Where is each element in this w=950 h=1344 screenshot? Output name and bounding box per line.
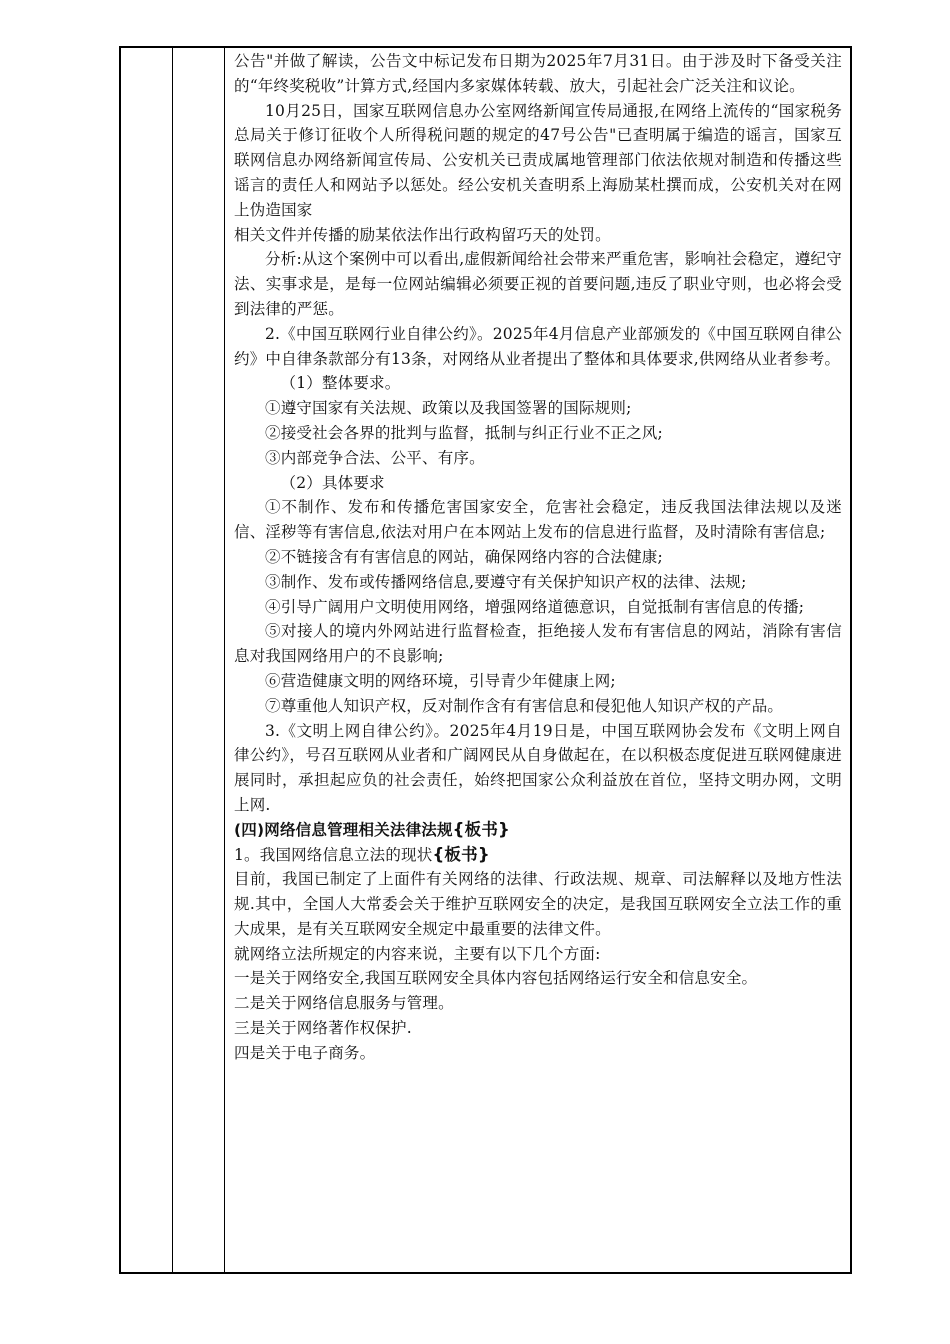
- paragraph: 2.《中国互联网行业自律公约》。2025年4月信息产业部颁发的《中国互联网自律公约》中自律条款部分有13条，对网络从业者提出了整体和具体要求,供网络从业者参考。: [234, 324, 842, 368]
- paragraph: 公告"并做了解读，公告文中标记发布日期为2025年7月31日。由于涉及时下备受关注的“年终奖税收”计算方式,经国内多家媒体转载、放大，引起社会广泛关注和议论。: [234, 52, 842, 95]
- paragraph: 三是关于网络著作权保护.: [234, 1019, 412, 1038]
- list-item: ⑤对接人的境内外网站进行监督检查，拒绝接人发布有害信息的网站，消除有害信息对我国网络用户的不良影响;: [234, 622, 842, 666]
- paragraph: 四是关于电子商务。: [234, 1043, 376, 1062]
- list-item: ④引导广阔用户文明使用网络，增强网络道德意识，自觉抵制有害信息的传播;: [265, 597, 805, 616]
- paragraph: 分析:从这个案例中可以看出,虚假新闻给社会带来严重危害，影响社会稳定，遵纪守法、实事求是，是每一位网站编辑必须要正视的首要问题,违反了职业守则，也必将会受到法律的严惩。: [234, 250, 842, 318]
- paragraph: 10月25日，国家互联网信息办公室网络新闻宣传局通报,在网络上流传的“国家税务总局关于修订征收个人所得税问题的规定的47号公告"已查明属于编造的谣言，国家互联网信息办网络新闻宣传局、公安机关已责成属地管理部门依法依规对制造和传播这些谣言的责任人和网站予以惩处。经公安机关查明系上海励某杜撰而成，公安机关对在网上伪造国家: [234, 101, 842, 219]
- paragraph: （2）具体要求: [280, 473, 385, 492]
- list-item: ③制作、发布或传播网络信息,要遵守有关保护知识产权的法律、法规;: [265, 572, 747, 591]
- subheading-tag: {板书}: [432, 844, 490, 864]
- list-item: ①遵守国家有关法规、政策以及我国签署的国际规则;: [265, 399, 632, 418]
- section-heading-tag: {板书}: [452, 819, 510, 839]
- list-item: ⑦尊重他人知识产权，反对制作含有有害信息和侵犯他人知识产权的产品。: [265, 696, 784, 715]
- paragraph: 二是关于网络信息服务与管理。: [234, 994, 454, 1013]
- column-divider-1: [172, 48, 173, 1272]
- section-heading: [234, 818, 842, 843]
- list-item: ②接受社会各界的批判与监督，抵制与纠正行业不正之风;: [265, 423, 663, 442]
- paragraph: 目前，我国已制定了上面件有关网络的法律、行政法规、规章、司法解释以及地方性法规.其中，全国人大常委会关于维护互联网安全的决定，是我国互联网安全立法工作的重大成果，是有关互联网安全规定中最重要的法律文件。: [234, 870, 842, 938]
- list-item: ①不制作、发布和传播危害国家安全，危害社会稳定，违反我国法律法规以及迷信、淫秽等有害信息,依法对用户在本网站上发布的信息进行监督，及时清除有害信息;: [234, 498, 842, 542]
- paragraph: 3.《文明上网自律公约》。2025年4月19日是，中国互联网协会发布《文明上网自律公约》，号召互联网从业者和广阔网民从自身做起在，在以积极态度促进互联网健康进展同时，承担起应负的社会责任，始终把国家公众利益放在首位，坚持文明办网，文明上网.: [234, 721, 842, 814]
- document-content: [234, 49, 842, 1066]
- paragraph: 就网络立法所规定的内容来说，主要有以下几个方面:: [234, 944, 601, 963]
- list-item: ⑥营造健康文明的网络环境，引导青少年健康上网;: [265, 671, 616, 690]
- subheading: [234, 843, 842, 868]
- paragraph: （1）整体要求。: [280, 374, 401, 393]
- subheading-text: 1。我国网络信息立法的现状: [234, 845, 433, 864]
- paragraph: 一是关于网络安全,我国互联网安全具体内容包括网络运行安全和信息安全。: [234, 969, 758, 988]
- paragraph: 相关文件并传播的励某依法作出行政构留巧天的处罚。: [234, 225, 611, 244]
- section-heading-text: (四)网络信息管理相关法律法规: [234, 820, 453, 839]
- list-item: ③内部竞争合法、公平、有序。: [265, 448, 485, 467]
- column-divider-2: [224, 48, 225, 1272]
- list-item: ②不链接含有有害信息的网站，确保网络内容的合法健康;: [265, 547, 663, 566]
